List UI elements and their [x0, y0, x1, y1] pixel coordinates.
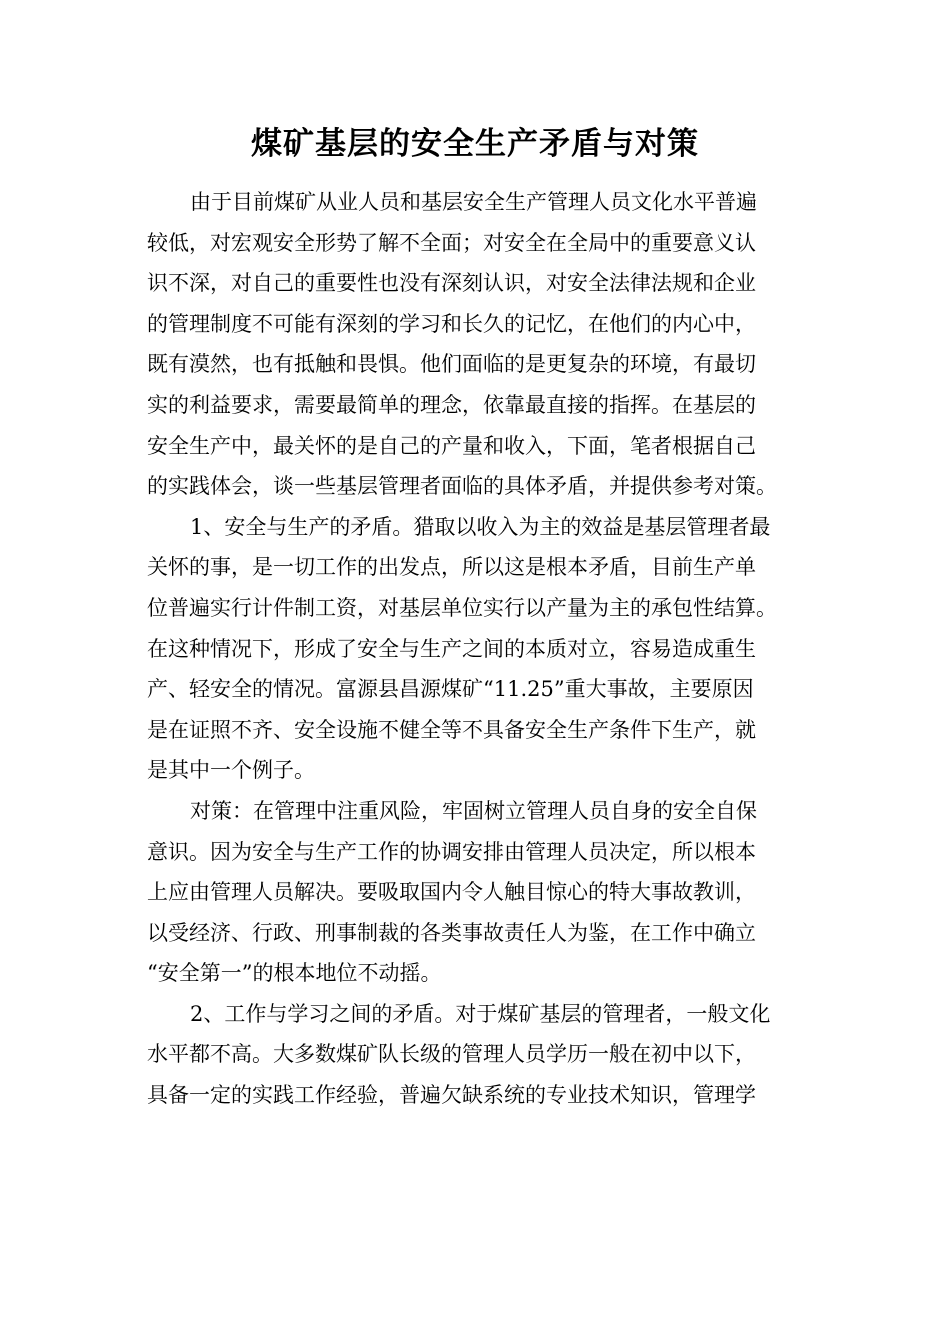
paragraph-line: 位普遍实行计件制工资，对基层单位实行以产量为主的承包性结算。 [147, 595, 777, 620]
paragraph-line: 在这种情况下，形成了安全与生产之间的本质对立，容易造成重生 [147, 636, 756, 661]
paragraph-line: 1、安全与生产的矛盾。猎取以收入为主的效益是基层管理者最 [190, 514, 771, 539]
paragraph-line: 由于目前煤矿从业人员和基层安全生产管理人员文化水平普遍 [190, 190, 757, 214]
paragraph-line: 具备一定的实践工作经验，普遍欠缺系统的专业技术知识，管理学 [147, 1083, 756, 1108]
document-title: 煤矿基层的安全生产矛盾与对策 [251, 126, 699, 162]
paragraph-line: 的管理制度不可能有深刻的学习和长久的记忆，在他们的内心中， [147, 311, 756, 336]
document-body [147, 182, 817, 1116]
paragraph-line: 上应由管理人员解决。要吸取国内令人触目惊心的特大事故教训， [147, 880, 756, 905]
paragraph-line: 产、轻安全的情况。富源县昌源煤矿“11.25”重大事故，主要原因 [147, 677, 754, 702]
paragraph-line: 2、工作与学习之间的矛盾。对于煤矿基层的管理者，一般文化 [190, 1001, 771, 1026]
paragraph-line: 关怀的事，是一切工作的出发点，所以这是根本矛盾，目前生产单 [147, 555, 756, 580]
paragraph-line: “安全第一”的根本地位不动摇。 [147, 961, 442, 986]
paragraph-line: 既有漠然，也有抵触和畏惧。他们面临的是更复杂的环境，有最切 [147, 352, 756, 377]
paragraph-line: 实的利益要求，需要最简单的理念，依靠最直接的指挥。在基层的 [147, 392, 756, 417]
paragraph-line: 安全生产中，最关怀的是自己的产量和收入，下面，笔者根据自己 [147, 433, 756, 458]
paragraph-line: 是其中一个例子。 [147, 758, 315, 783]
paragraph-line: 以受经济、行政、刑事制裁的各类事故责任人为鉴，在工作中确立 [147, 920, 756, 945]
paragraph-line: 识不深，对自己的重要性也没有深刻认识，对安全法律法规和企业 [147, 271, 756, 296]
paragraph-line: 的实践体会，谈一些基层管理者面临的具体矛盾，并提供参考对策。 [147, 474, 777, 499]
paragraph-line: 意识。因为安全与生产工作的协调安排由管理人员决定，所以根本 [147, 839, 756, 864]
paragraph-line: 对策：在管理中注重风险，牢固树立管理人员自身的安全自保 [190, 798, 757, 823]
paragraph-line: 水平都不高。大多数煤矿队长级的管理人员学历一般在初中以下， [147, 1042, 756, 1067]
paragraph-line: 较低，对宏观安全形势了解不全面；对安全在全局中的重要意义认 [147, 230, 756, 255]
paragraph-line: 是在证照不齐、安全设施不健全等不具备安全生产条件下生产，就 [147, 717, 756, 742]
